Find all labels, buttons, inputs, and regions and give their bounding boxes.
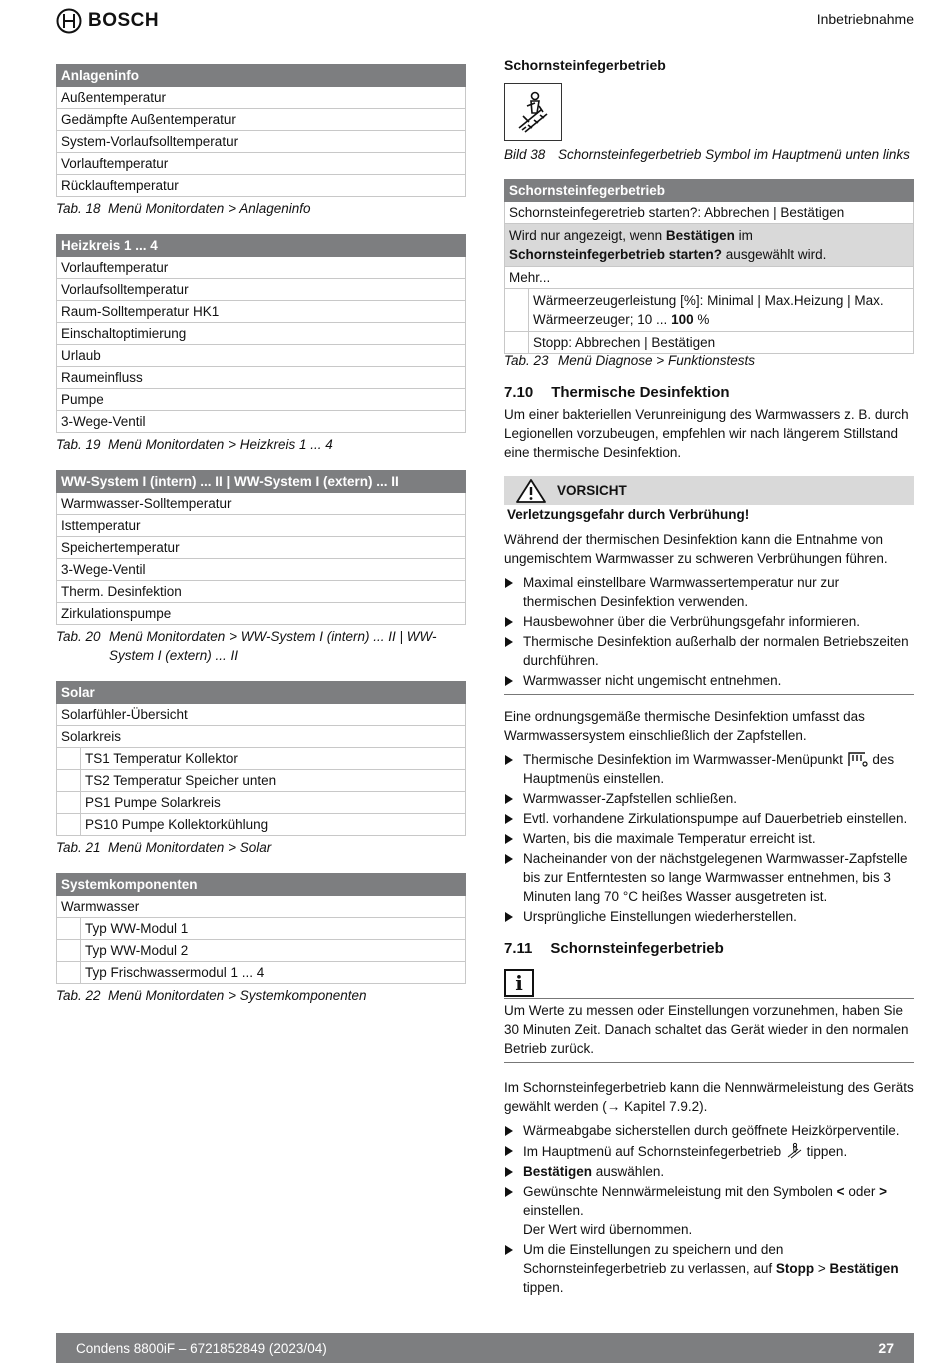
table-row-note: Wird nur angezeigt, wenn Bestätigen im Schornsteinfegerbetrieb starten? ausgewählt wird. bbox=[505, 224, 914, 267]
table-row: 3-Wege-Ventil bbox=[57, 559, 466, 581]
table-row: Schornsteinfegeretrieb starten?: Abbrechen | Bestätigen bbox=[505, 202, 914, 224]
table-subrow: Typ Frischwassermodul 1 ... 4 bbox=[81, 962, 466, 984]
section-heading-7-11: 7.11 Schornsteinfegerbetrieb bbox=[504, 940, 724, 957]
warning-list bbox=[504, 573, 914, 691]
table-caption: Tab. 23 Menü Diagnose > Funktionstests bbox=[504, 353, 755, 368]
table-row: Pumpe bbox=[57, 389, 466, 411]
list-item: Warmwasser-Zapfstellen schließen. bbox=[504, 789, 914, 808]
table-schornsteinfeger bbox=[504, 179, 914, 354]
table-solar bbox=[56, 681, 466, 836]
hot-water-icon bbox=[847, 751, 869, 767]
table-row: Einschaltoptimierung bbox=[57, 323, 466, 345]
bosch-logo bbox=[56, 8, 159, 34]
list-item: Nacheinander von der nächstgelegenen Warmwasser-Zapfstelle bis zur Entferntesten so lange Warmwasser entnehmen, bis 3 Minuten lang 70 °C heißes Wasser ausgetreten ist. bbox=[504, 849, 914, 906]
table-caption: Tab. 21 Menü Monitordaten > Solar bbox=[56, 840, 272, 855]
table-anlageninfo bbox=[56, 64, 466, 197]
table-ww-system bbox=[56, 470, 466, 625]
bosch-armature-icon bbox=[56, 8, 82, 34]
table-row: Speichertemperatur bbox=[57, 537, 466, 559]
list-item: Maximal einstellbare Warmwassertemperatur nur zur thermischen Desinfektion verwenden. bbox=[504, 573, 914, 611]
table-row: Gedämpfte Außentemperatur bbox=[57, 109, 466, 131]
paragraph: Eine ordnungsgemäße thermische Desinfektion umfasst das Warmwassersystem einschließlich der Zapfstellen. bbox=[504, 709, 865, 743]
divider bbox=[504, 694, 914, 695]
table-subrow: PS1 Pumpe Solarkreis bbox=[81, 792, 466, 814]
table-subrow: Typ WW-Modul 2 bbox=[81, 940, 466, 962]
paragraph: Um einer bakteriellen Verunreinigung des Warmwassers z. B. durch Legionellen vorzubeugen, empfehlen wir nach längerem Stillstand eine thermische Desinfektion. bbox=[504, 407, 909, 460]
info-icon: i bbox=[504, 969, 534, 997]
table-header: WW-System I (intern) ... II | WW-System I (extern) ... II bbox=[57, 471, 466, 493]
warning-heading: Verletzungsgefahr durch Verbrühung! bbox=[507, 507, 750, 522]
table-subrow: TS1 Temperatur Kollektor bbox=[81, 748, 466, 770]
table-row: Urlaub bbox=[57, 345, 466, 367]
warning-text: Während der thermischen Desinfektion kann die Entnahme von ungemischtem Warmwasser zu schweren Verbrühungen führen. bbox=[504, 532, 888, 566]
table-header: Systemkomponenten bbox=[57, 874, 466, 896]
section-heading-7-10: 7.10 Thermische Desinfektion bbox=[504, 384, 730, 401]
page-number: 27 bbox=[878, 1340, 894, 1356]
chimney-sweep-icon bbox=[505, 84, 561, 140]
table-caption: Tab. 22 Menü Monitordaten > Systemkomponenten bbox=[56, 988, 367, 1003]
table-row: 3-Wege-Ventil bbox=[57, 411, 466, 433]
table-row: Warmwasser bbox=[57, 896, 466, 918]
table-row: Raum-Solltemperatur HK1 bbox=[57, 301, 466, 323]
table-row: Rücklauftemperatur bbox=[57, 175, 466, 197]
table-header: Solar bbox=[57, 682, 466, 704]
list-item: Gewünschte Nennwärmeleistung mit den Symbolen < oder > einstellen. Der Wert wird übernommen. bbox=[504, 1182, 914, 1239]
figure-caption: Bild 38 Schornsteinfegerbetrieb Symbol im Hauptmenü unten links bbox=[504, 147, 910, 162]
table-row: Solarkreis bbox=[57, 726, 466, 748]
table-row: Vorlauftemperatur bbox=[57, 153, 466, 175]
list-item: Warmwasser nicht ungemischt entnehmen. bbox=[504, 671, 914, 690]
document-id: Condens 8800iF – 6721852849 (2023/04) bbox=[76, 1340, 327, 1356]
table-row: Außentemperatur bbox=[57, 87, 466, 109]
table-caption: Tab. 18 Menü Monitordaten > Anlageninfo bbox=[56, 201, 311, 216]
table-row: Vorlaufsolltemperatur bbox=[57, 279, 466, 301]
divider bbox=[504, 998, 914, 999]
table-header: Heizkreis 1 ... 4 bbox=[57, 235, 466, 257]
table-header: Anlageninfo bbox=[57, 65, 466, 87]
figure-heading: Schornsteinfegerbetrieb bbox=[504, 57, 666, 73]
table-heizkreis bbox=[56, 234, 466, 433]
warning-triangle-icon bbox=[514, 478, 548, 504]
table-row: System-Vorlaufsolltemperatur bbox=[57, 131, 466, 153]
table-row: Vorlauftemperatur bbox=[57, 257, 466, 279]
table-subrow: Wärmeerzeugerleistung [%]: Minimal | Max.Heizung | Max. Wärmeerzeuger; 10 ... 100 % bbox=[529, 289, 914, 332]
warning-label: VORSICHT bbox=[557, 483, 627, 498]
list-item: Im Hauptmenü auf Schornsteinfegerbetrieb tippen. bbox=[504, 1141, 914, 1161]
table-caption: Tab. 20 Menü Monitordaten > WW-System I (intern) ... II | WW-System I (extern) ... II bbox=[56, 629, 437, 663]
table-row: Warmwasser-Solltemperatur bbox=[57, 493, 466, 515]
table-row: Mehr... bbox=[505, 267, 914, 289]
list-item: Evtl. vorhandene Zirkulationspumpe auf Dauerbetrieb einstellen. bbox=[504, 809, 914, 828]
brand-name: BOSCH bbox=[88, 10, 160, 31]
table-caption: Tab. 19 Menü Monitordaten > Heizkreis 1 ... 4 bbox=[56, 437, 333, 452]
table-subrow: Typ WW-Modul 1 bbox=[81, 918, 466, 940]
list-item: Ursprüngliche Einstellungen wiederherstellen. bbox=[504, 907, 914, 926]
table-subrow: Stopp: Abbrechen | Bestätigen bbox=[529, 332, 914, 354]
table-subrow: PS10 Pumpe Kollektorkühlung bbox=[81, 814, 466, 836]
list-item: Thermische Desinfektion außerhalb der normalen Betriebszeiten durchführen. bbox=[504, 632, 914, 670]
list-item: Wärmeabgabe sicherstellen durch geöffnete Heizkörperventile. bbox=[504, 1121, 914, 1140]
chimney-sweep-small-icon bbox=[785, 1141, 803, 1159]
list-item: Bestätigen auswählen. bbox=[504, 1162, 914, 1181]
chimney-sweep-symbol bbox=[504, 83, 562, 141]
procedure-list bbox=[504, 750, 914, 927]
info-text: Um Werte zu messen oder Einstellungen vorzunehmen, haben Sie 30 Minuten Zeit. Danach schaltet das Gerät wieder in den normalen Betrieb zurück. bbox=[504, 1003, 909, 1056]
table-row: Zirkulationspumpe bbox=[57, 603, 466, 625]
divider bbox=[504, 1062, 914, 1063]
warning-banner bbox=[504, 476, 914, 505]
page-footer bbox=[56, 1333, 914, 1363]
table-subrow: TS2 Temperatur Speicher unten bbox=[81, 770, 466, 792]
table-row: Therm. Desinfektion bbox=[57, 581, 466, 603]
list-item: Warten, bis die maximale Temperatur erreicht ist. bbox=[504, 829, 914, 848]
list-item: Thermische Desinfektion im Warmwasser-Menüpunkt des Hauptmenüs einstellen. bbox=[504, 750, 914, 788]
list-item: Um die Einstellungen zu speichern und den Schornsteinfegerbetrieb zu verlassen, auf Stopp > Bestätigen tippen. bbox=[504, 1240, 914, 1297]
section-title: Inbetriebnahme bbox=[816, 11, 914, 27]
table-row: Isttemperatur bbox=[57, 515, 466, 537]
table-row: Raumeinfluss bbox=[57, 367, 466, 389]
table-header: Schornsteinfegerbetrieb bbox=[505, 180, 914, 202]
table-systemkomponenten bbox=[56, 873, 466, 984]
list-item: Hausbewohner über die Verbrühungsgefahr informieren. bbox=[504, 612, 914, 631]
procedure-list bbox=[504, 1121, 914, 1298]
table-row: Solarfühler-Übersicht bbox=[57, 704, 466, 726]
paragraph: Im Schornsteinfegerbetrieb kann die Nennwärmeleistung des Geräts gewählt werden (→ Kapitel 7.9.2). bbox=[504, 1080, 914, 1114]
